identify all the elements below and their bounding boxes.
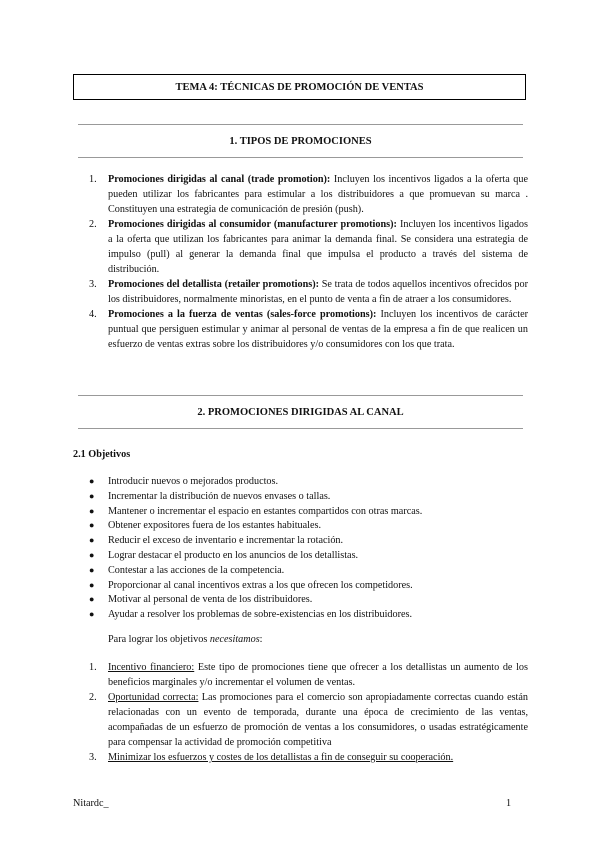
list-item: ● Reducir el exceso de inventario e incrementar la rotación. — [89, 535, 344, 547]
bullet-icon: ● — [89, 535, 95, 546]
bullet-icon: ● — [89, 490, 95, 501]
list-item: ● Ayudar a resolver los problemas de sobre-existencias en los distribuidores. — [89, 609, 413, 621]
list-item: 3. Promociones del detallista (retailer promotions): Se trata de todos aquellos incentivos ofrecidos por los distribuidores, normalmente minoristas, en el punto de venta a fin de atraer a los consumidores. — [89, 279, 528, 305]
list-item: 1. Incentivo financiero: Este tipo de promociones tiene que ofrecer a los detallistas un aumento de los beneficios marginales y/o incrementar el volumen de ventas. — [89, 662, 528, 688]
footer-author: Nitardc_ — [73, 798, 109, 809]
bullet-icon: ● — [89, 520, 95, 531]
section-heading-canal: 2. PROMOCIONES DIRIGIDAS AL CANAL — [78, 395, 523, 429]
list-item: ● Proporcionar al canal incentivos extras a los que ofrecen los competidores. — [89, 579, 413, 591]
list-item: ● Mantener o incrementar el espacio en estantes compartidos con otras marcas. — [89, 505, 423, 517]
list-item: ● Lograr destacar el producto en los anuncios de los detallistas. — [89, 549, 359, 561]
list-item: 2. Oportunidad correcta: Las promociones para el comercio son apropiadamente correctas cuando están relacionadas con un evento de temporada, durante una época de crecimiento de las ventas, acompañadas de un esfuerzo de promoción de ventas a los consumidores, o usadas estratégicamente para compensar la actividad de promoción competitiva — [89, 692, 528, 748]
page-number: 1 — [506, 798, 512, 809]
objectives-list — [83, 474, 528, 622]
bullet-icon: ● — [89, 579, 95, 590]
list-item: 2. Promociones dirigidas al consumidor (manufacturer promotions): Incluyen los incentivos ligados a la oferta que utilizan los fabricantes para animar la demanda final. Se considera una estrategia de impulso (pull) al generar la demanda final que impulsa el producto a través del sistema de distribución. — [89, 219, 528, 275]
bullet-icon: ● — [89, 564, 95, 575]
intro-paragraph: Para lograr los objetivos necesitamos: — [108, 634, 263, 645]
bullet-icon: ● — [89, 505, 95, 516]
list-item: ● Incrementar la distribución de nuevos envases o tallas. — [89, 490, 331, 502]
needs-list — [83, 660, 528, 765]
bullet-icon: ● — [89, 549, 95, 560]
title-text: TEMA 4: TÉCNICAS DE PROMOCIÓN DE VENTAS — [175, 81, 424, 93]
subheading-objetivos: 2.1 Objetivos — [73, 449, 131, 460]
list-item: ● Contestar a las acciones de la competencia. — [89, 564, 285, 576]
section-heading-tipos: 1. TIPOS DE PROMOCIONES — [78, 124, 523, 158]
list-item: 4. Promociones a la fuerza de ventas (sales-force promotions): Incluyen los incentivos de carácter puntual que persiguen estimular y animar al personal de ventas de la empresa a fin de que realicen un esfuerzo de ventas extras sobre los distribuidores y/o consumidores con los que trata. — [89, 309, 528, 350]
promotion-types-list — [83, 172, 528, 352]
list-item: 3. Minimizar los esfuerzos y costes de los detallistas a fin de conseguir su cooperación. — [89, 752, 454, 763]
bullet-icon: ● — [89, 609, 95, 620]
bullet-icon: ● — [89, 594, 95, 605]
document-title — [73, 74, 526, 100]
list-item: 1. Promociones dirigidas al canal (trade promotion): Incluyen los incentivos ligados a la oferta que pueden utilizar los fabricantes para estimular a los distribuidores a que promuevan su marca . Constituyen una estrategia de comunicación de presión (push). — [89, 174, 528, 215]
bullet-icon: ● — [89, 476, 95, 486]
list-item: ● Obtener expositores fuera de los estantes habituales. — [89, 520, 322, 532]
list-item: ● Introducir nuevos o mejorados productos. — [89, 476, 279, 487]
list-item: ● Motivar al personal de venta de los distribuidores. — [89, 594, 313, 606]
